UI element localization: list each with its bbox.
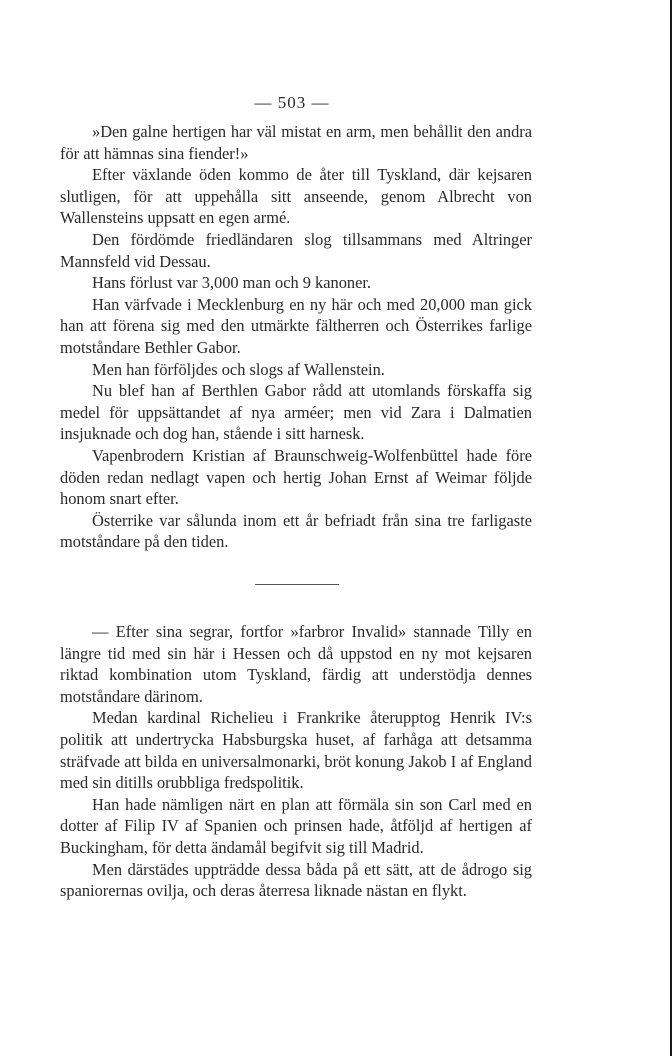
paragraph: Den fördömde friedländaren slog tillsammans med Altringer Mannsfeld vid Dessau. — [60, 229, 532, 271]
page-number: — 503 — — [254, 93, 330, 112]
paragraph: Men han förföljdes och slogs af Wallenstein. — [92, 359, 385, 379]
section-1 — [60, 121, 532, 553]
paragraph: Hans förlust var 3,000 man och 9 kanoner. — [92, 273, 372, 293]
paragraph: Österrike var sålunda inom ett år befriadt från sina tre farligaste motståndare på den tiden. — [60, 510, 532, 552]
paragraph: Men därstädes uppträdde dessa båda på ett sätt, att de ådrogo sig spaniorernas ovilja, och deras återresa liknade nästan en flykt. — [60, 859, 532, 901]
paragraph: Han hade nämligen närt en plan att förmäla sin son Carl med en dotter af Filip IV af Spanien och prinsen hade, åtföljd af hertigen af Buckingham, för detta ändamål begifvit sig till Madrid. — [60, 794, 532, 857]
section-2 — [60, 621, 532, 902]
paragraph: Medan kardinal Richelieu i Frankrike återupptog Henrik IV:s politik att undertrycka Habsburgska huset, af farhåga att detsamma sträfvade att bilda en universalmonarki, bröt konung Jakob I af England med sin ditills orubbliga fredspolitik. — [60, 708, 532, 793]
paragraph: — Efter sina segrar, fortfor »farbror Invalid» stannade Tilly en längre tid med sin här i Hessen och då uppstod en ny mot kejsaren riktad kombination utom Tyskland, färdig att understödja dennes motståndare därinom. — [60, 622, 532, 706]
paragraph: Efter växlande öden kommo de åter till Tyskland, där kejsaren slutligen, för att uppehålla sitt anseende, genom Albrecht von Wallensteins uppsatt en egen armé. — [60, 165, 532, 228]
paragraph: Vapenbrodern Kristian af Braunschweig-Wolfenbüttel hade före döden redan nedlagt vapen och hertig Johan Ernst af Weimar följde honom snart efter. — [60, 445, 532, 509]
paragraph: »Den galne hertigen har väl mistat en arm, men behållit den andra för att hämnas sina fiender!» — [60, 122, 532, 163]
paragraph: Nu blef han af Berthlen Gabor rådd att utomlands förskaffa sig medel för uppsättandet af nya arméer; men vid Zara i Dalmatien insjuknade och dog han, stående i sitt harnesk. — [60, 381, 532, 444]
section-divider — [255, 584, 339, 585]
paragraph: Han värfvade i Mecklenburg en ny här och med 20,000 man gick han att förena sig med den utmärkte fältherren och Österrikes farlige motståndare Bethler Gabor. — [60, 294, 532, 357]
